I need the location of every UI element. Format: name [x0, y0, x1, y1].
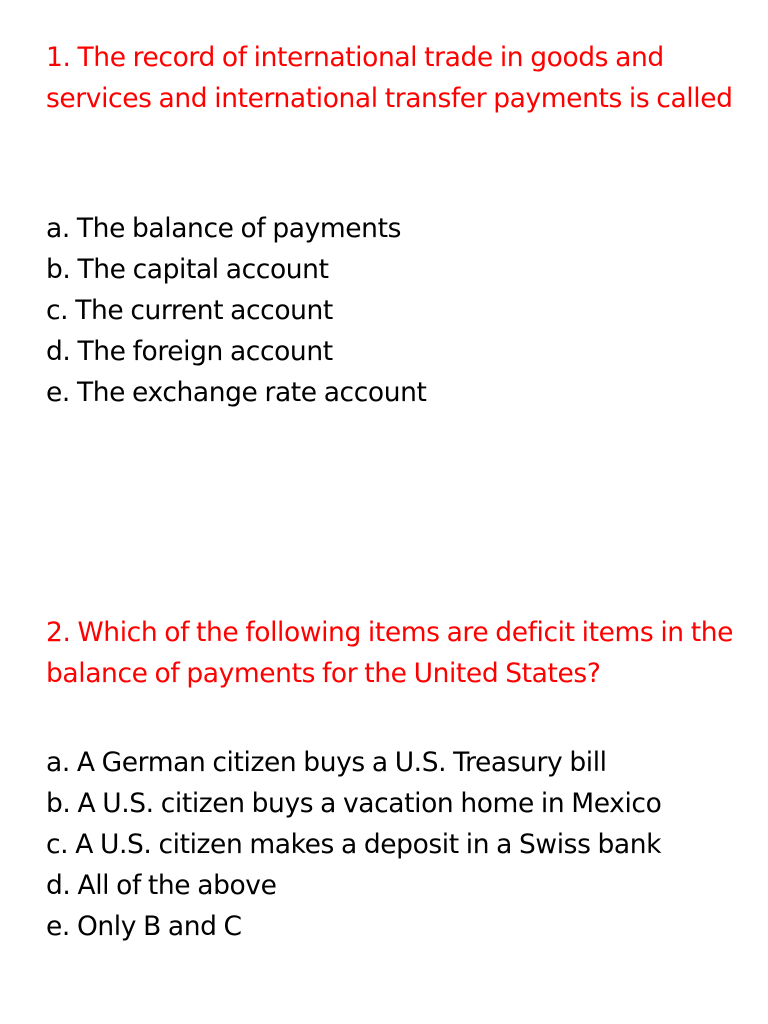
- question-1: [46, 37, 746, 408]
- option-2e: e. Only B and C: [46, 911, 242, 942]
- option-1a: a. The balance of payments: [46, 213, 401, 244]
- question-1-options: [46, 208, 746, 413]
- option-2a: a. A German citizen buys a U.S. Treasury bill: [46, 747, 607, 778]
- option-2b: b. A U.S. citizen buys a vacation home in Mexico: [46, 788, 662, 819]
- option-2c: c. A U.S. citizen makes a deposit in a Swiss bank: [46, 829, 662, 860]
- option-1e: e. The exchange rate account: [46, 377, 427, 408]
- option-1b: b. The capital account: [46, 254, 329, 285]
- question-2-text: 2. Which of the following items are deficit items in the balance of payments for the United States?: [46, 617, 734, 689]
- option-2d: d. All of the above: [46, 870, 277, 901]
- option-1c: c. The current account: [46, 295, 333, 326]
- question-1-text: 1. The record of international trade in goods and services and international transfer payments is called: [46, 42, 733, 114]
- question-2-options: [46, 742, 746, 947]
- question-2: [46, 612, 746, 942]
- option-1d: d. The foreign account: [46, 336, 333, 367]
